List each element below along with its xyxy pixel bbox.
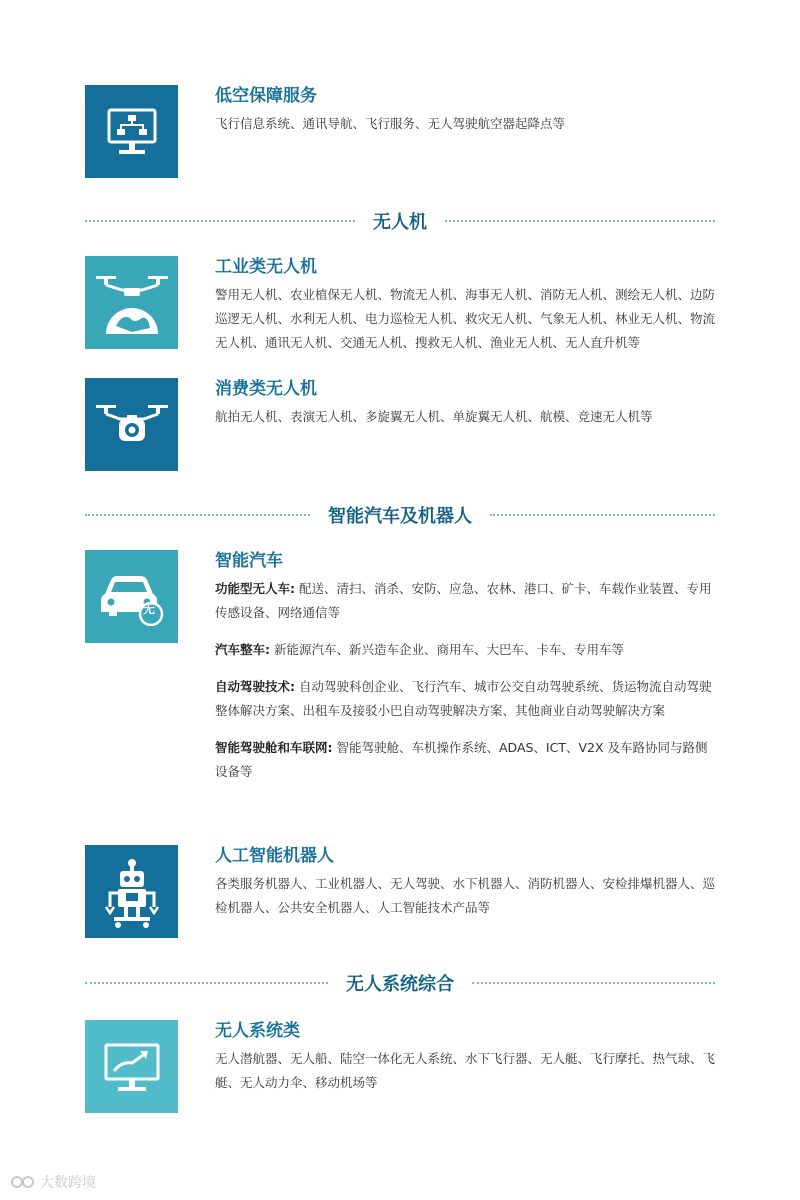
category-description: 警用无人机、农业植保无人机、物流无人机、海事无人机、消防无人机、测绘无人机、边防巡逻无人机、水利无人机、电力巡检无人机、救灾无人机、气象无人机、林业无人机、物流无人机、通讯无人机、交通无人机、搜救无人机、渔业无人机、无人直升机等 [215, 287, 716, 350]
category-description: 无人潜航器、无人船、陆空一体化无人系统、水下飞行器、无人艇、飞行摩托、热气球、飞艇、无人动力伞、移动机场等 [215, 1051, 716, 1090]
section-title: 智能汽车及机器人 [328, 506, 472, 527]
section-title: 无人机 [373, 212, 427, 233]
camera-drone-icon [85, 378, 178, 471]
category-title: 低空保障服务 [215, 86, 317, 106]
category-title: 消费类无人机 [215, 379, 317, 399]
category-title: 人工智能机器人 [215, 846, 334, 866]
section-header-unmanned-integrated [85, 968, 715, 998]
sub-item-label: 汽车整车: [215, 642, 270, 657]
divider [85, 982, 328, 984]
divider [445, 220, 715, 222]
sub-item [215, 675, 720, 723]
category-title: 工业类无人机 [215, 257, 317, 277]
sub-item-text: 自动驾驶科创企业、飞行汽车、城市公交自动驾驶系统、货运物流自动驾驶整体解决方案、出租车及接驳小巴自动驾驶解决方案、其他商业自动驾驶解决方案 [215, 679, 712, 718]
category-title: 无人系统类 [215, 1021, 300, 1041]
section-header-uav [85, 206, 715, 236]
category-title: 智能汽车 [215, 551, 283, 571]
monitor-chart-icon [85, 1020, 178, 1113]
section-title: 无人系统综合 [346, 974, 454, 995]
sub-item-text: 新能源汽车、新兴造车企业、商用车、大巴车、卡车、专用车等 [273, 642, 624, 657]
network-monitor-icon [85, 85, 178, 178]
watermark [10, 1172, 96, 1192]
sub-item-label: 自动驾驶技术: [215, 679, 295, 694]
sub-item [215, 638, 720, 662]
sub-item-label: 智能驾驶舱和车联网: [215, 740, 333, 755]
watermark-logo-icon [10, 1174, 36, 1190]
category-description: 各类服务机器人、工业机器人、无人驾驶、水下机器人、消防机器人、安检排爆机器人、巡检机器人、公共安全机器人、人工智能技术产品等 [215, 876, 716, 915]
sub-item [215, 736, 720, 784]
category-description: 航拍无人机、表演无人机、多旋翼无人机、单旋翼无人机、航模、竞速无人机等 [215, 409, 653, 424]
divider [85, 514, 310, 516]
divider [85, 220, 355, 222]
section-header-smart-car-robot [85, 500, 715, 530]
sub-item-text: 智能驾驶舱、车机操作系统、ADAS、ICT、V2X 及车路协同与路侧设备等 [215, 740, 708, 779]
sub-item-text: 配送、清扫、消杀、安防、应急、农林、港口、矿卡、车载作业装置、专用传感设备、网络通信等 [215, 581, 712, 620]
sub-item-label: 功能型无人车: [215, 581, 295, 596]
car-icon-badge: 无 [142, 602, 155, 616]
category-description: 飞行信息系统、通讯导航、飞行服务、无人驾驶航空器起降点等 [215, 116, 566, 131]
watermark-text: 大数跨境 [40, 1175, 96, 1191]
drone-globe-icon [85, 256, 178, 349]
robot-icon [85, 845, 178, 938]
sub-item [215, 577, 720, 625]
divider [472, 982, 715, 984]
car-icon [85, 550, 178, 643]
divider [490, 514, 715, 516]
